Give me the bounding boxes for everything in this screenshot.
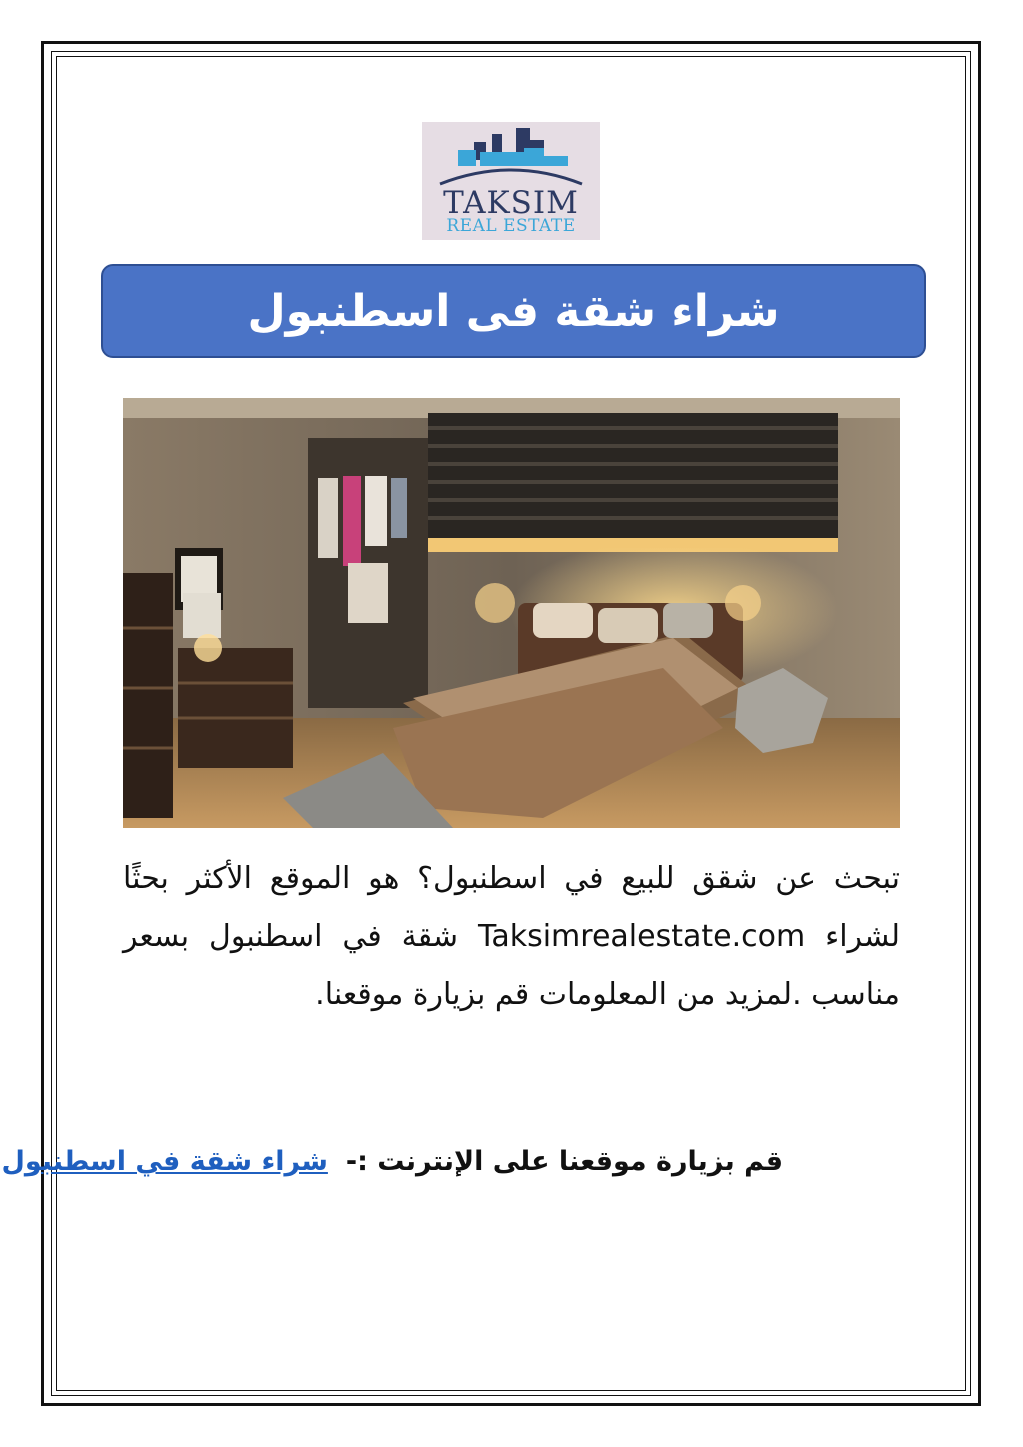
description-paragraph: تبحث عن شقق للبيع في اسطنبول؟ هو الموقع الأكثر بحثًا لشراء Taksimrealestate.com شقة في اسطنبول بسعر مناسب .لمزيد من المعلومات قم بزيارة موقعنا.	[123, 861, 900, 1012]
visit-website-line	[1, 1146, 783, 1177]
page-title: شراء شقة فى اسطنبول	[247, 285, 780, 337]
logo-wordmark: TAKSIM	[443, 185, 579, 221]
buy-apartment-link[interactable]: شراء شقة في اسطنبول	[1, 1146, 328, 1177]
taksim-logo	[422, 122, 600, 240]
visit-label: قم بزيارة موقعنا على الإنترنت :-	[345, 1146, 783, 1177]
logo-subtitle: REAL ESTATE	[446, 216, 576, 236]
title-banner	[101, 264, 926, 358]
bedroom-photo	[123, 398, 900, 828]
